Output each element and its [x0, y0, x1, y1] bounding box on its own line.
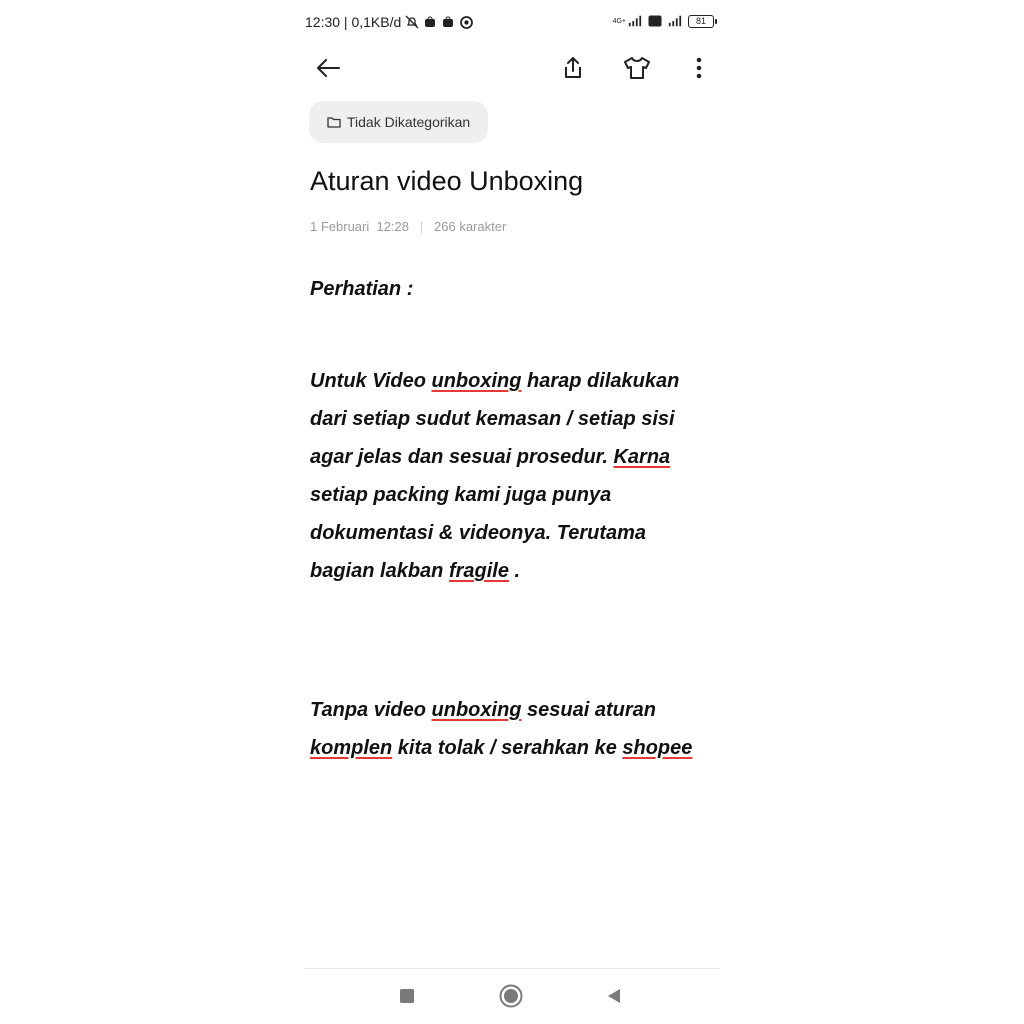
text-run: Untuk Video	[310, 370, 432, 392]
back-button[interactable]	[314, 54, 342, 82]
meta-divider	[421, 221, 422, 233]
misspelled-word: fragile	[448, 560, 509, 582]
text-run: Tanpa video	[310, 699, 432, 721]
system-nav-bar	[304, 976, 720, 1016]
status-bar	[304, 10, 720, 34]
home-button[interactable]	[499, 984, 523, 1008]
note-title[interactable]: Aturan video Unboxing	[310, 166, 584, 196]
category-chip[interactable]	[309, 101, 488, 143]
muted-bell-icon	[405, 15, 419, 29]
tshirt-icon	[623, 55, 651, 81]
arrow-left-icon	[314, 54, 342, 82]
phone-screen	[304, 0, 720, 1024]
note-paragraph-1	[310, 362, 714, 590]
share-button[interactable]	[559, 54, 587, 82]
record-icon	[459, 15, 473, 29]
shopping-bag-icon-2	[441, 15, 455, 29]
note-body[interactable]	[310, 270, 714, 767]
recents-button[interactable]	[395, 984, 419, 1008]
nav-divider	[304, 968, 720, 969]
signal-icon	[628, 14, 642, 28]
note-char-count: 266 karakter	[434, 219, 507, 234]
misspelled-word: unboxing	[431, 370, 522, 392]
volte-icon	[648, 14, 662, 28]
status-left	[305, 14, 473, 30]
back-nav-button[interactable]	[602, 984, 626, 1008]
folder-icon	[327, 116, 341, 128]
misspelled-word: Karna	[613, 446, 671, 468]
text-run: .	[508, 560, 521, 582]
triangle-back-icon	[606, 988, 622, 1004]
note-paragraph-2	[310, 691, 714, 767]
text-run: setiap packing kami juga punya dokumentasi & videonya. Terutama bagian lakban	[310, 484, 647, 582]
misspelled-word: shopee	[622, 737, 693, 759]
note-date: 1 Februari 12:28	[310, 219, 410, 234]
status-right	[613, 14, 714, 28]
text-run: harap dilakukan dari setiap sudut kemasan / setiap sisi agar jelas dan sesuai prosedur.	[310, 370, 680, 468]
network-label: 4G+	[612, 17, 626, 25]
theme-button[interactable]	[623, 54, 651, 82]
misspelled-word: unboxing	[431, 699, 522, 721]
category-label: Tidak Dikategorikan	[347, 114, 471, 130]
more-vertical-icon	[696, 57, 702, 79]
text-run: kita tolak / serahkan ke	[392, 737, 623, 759]
battery-indicator: 81	[688, 15, 714, 28]
note-meta	[310, 219, 506, 234]
misspelled-word: komplen	[310, 737, 393, 759]
note-heading: Perhatian :	[310, 278, 414, 300]
status-time-speed: 12:30 | 0,1KB/d	[305, 14, 402, 30]
more-options-button[interactable]	[685, 54, 713, 82]
shopping-bag-icon	[423, 15, 437, 29]
text-run: sesuai aturan	[521, 699, 657, 721]
note-toolbar	[304, 46, 720, 90]
square-icon	[399, 988, 415, 1004]
circle-icon	[499, 984, 523, 1008]
share-icon	[560, 55, 586, 81]
signal-icon-2	[668, 14, 682, 28]
